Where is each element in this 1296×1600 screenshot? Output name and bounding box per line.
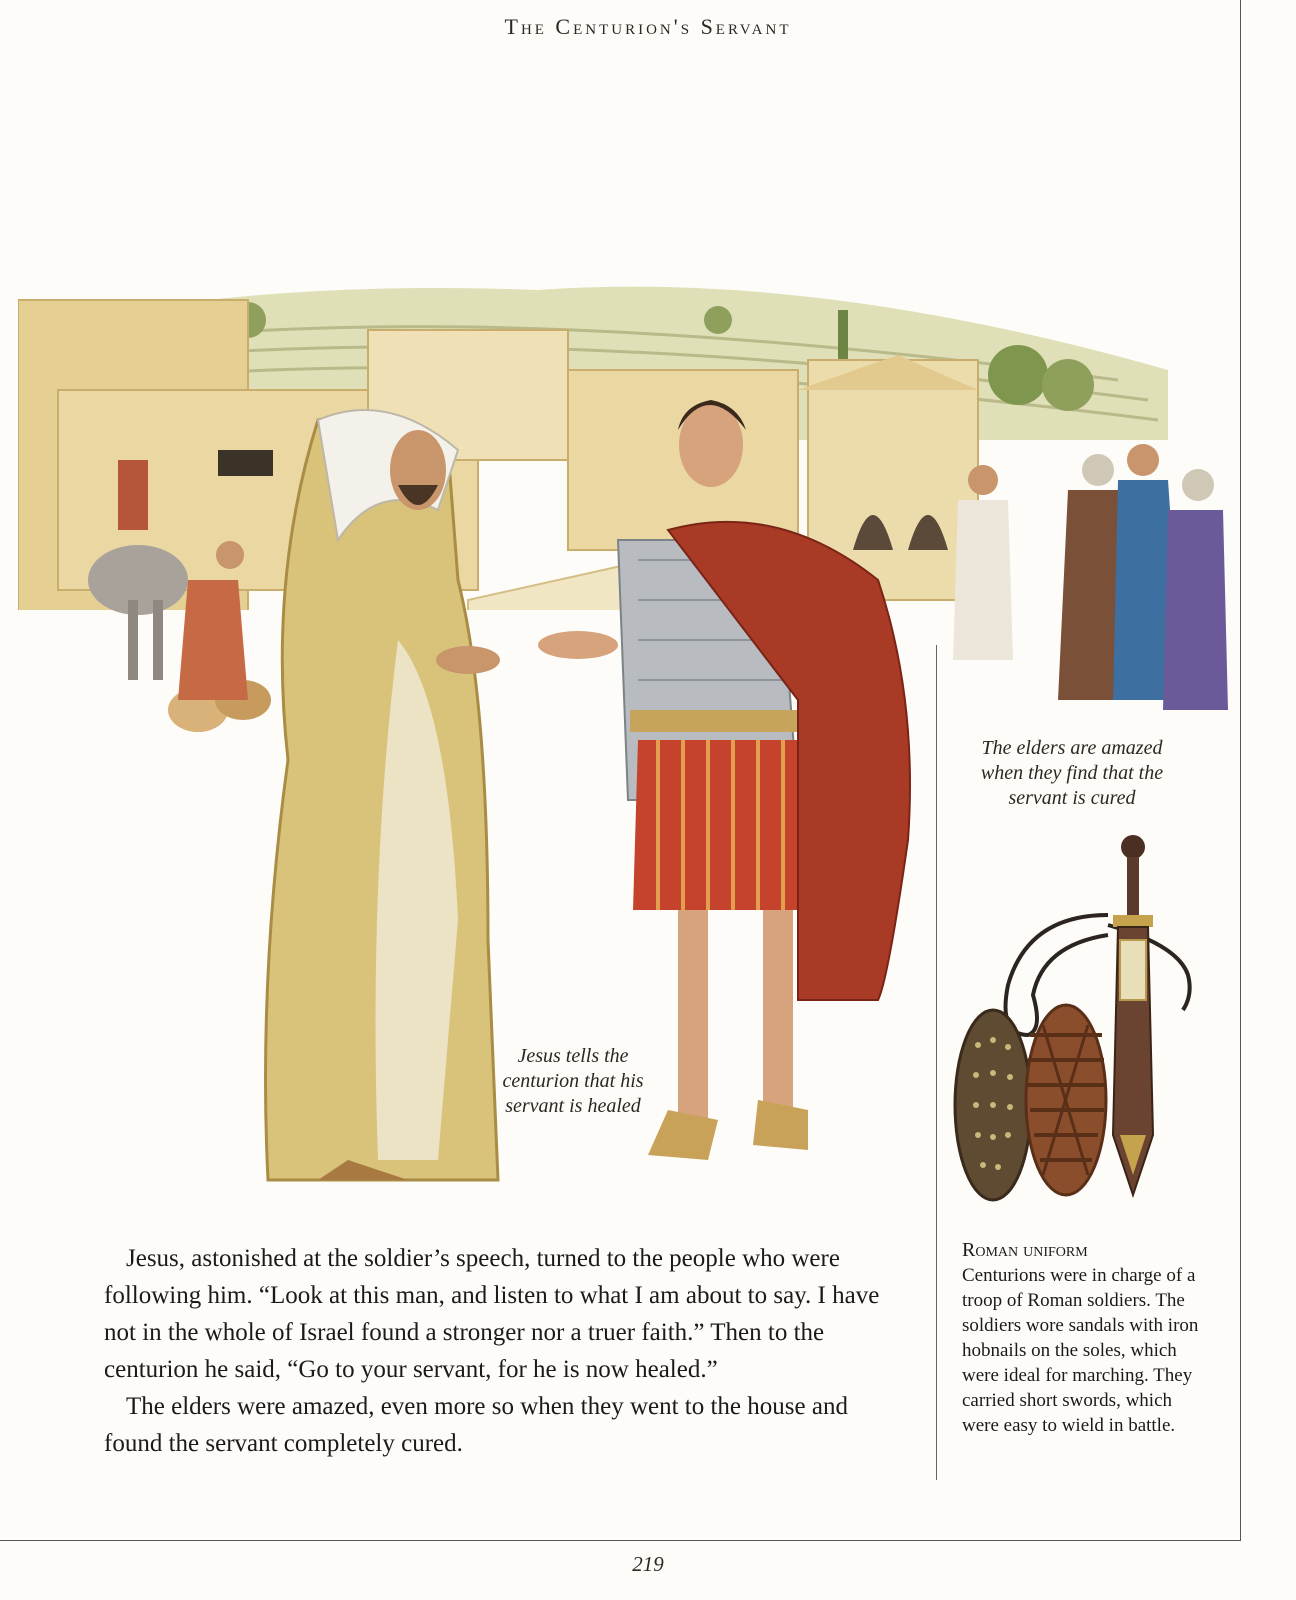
body-paragraph: The elders were amazed, even more so when they went to the house and found the servant completely cured. (104, 1393, 848, 1457)
roman-uniform-image (948, 835, 1212, 1210)
sidebar-title: Roman uniform (962, 1239, 1088, 1261)
main-body-text (104, 1240, 896, 1462)
page-number: 219 (632, 1552, 664, 1576)
page-frame-right (1240, 0, 1241, 1540)
page-bottom-rule (0, 1540, 1241, 1541)
sidebar-divider (936, 645, 937, 1480)
body-paragraph: Jesus, astonished at the soldier’s speech, turned to the people who were following him. “Look at this man, and listen to what I am about to say. I have not in the whole of Israel found a stronger nor a truer faith.” Then to the centurion he said, “Go to your servant, for he is now healed.” (104, 1245, 880, 1383)
elders-caption: The elders are amazed when they find that the servant is cured (980, 737, 1164, 809)
jesus-caption: Jesus tells the centurion that his servant is healed (502, 1045, 644, 1117)
roman-uniform-sidebar (962, 1238, 1212, 1438)
roman-sword-and-sandals-icon (948, 835, 1212, 1210)
running-head: The Centurion's Servant (504, 14, 792, 39)
sidebar-body: Centurions were in charge of a troop of Roman soldiers. The soldiers wore sandals with iron hobnails on the soles, which were ideal for marching. They carried short swords, which were easy to wield in battle. (962, 1265, 1199, 1436)
